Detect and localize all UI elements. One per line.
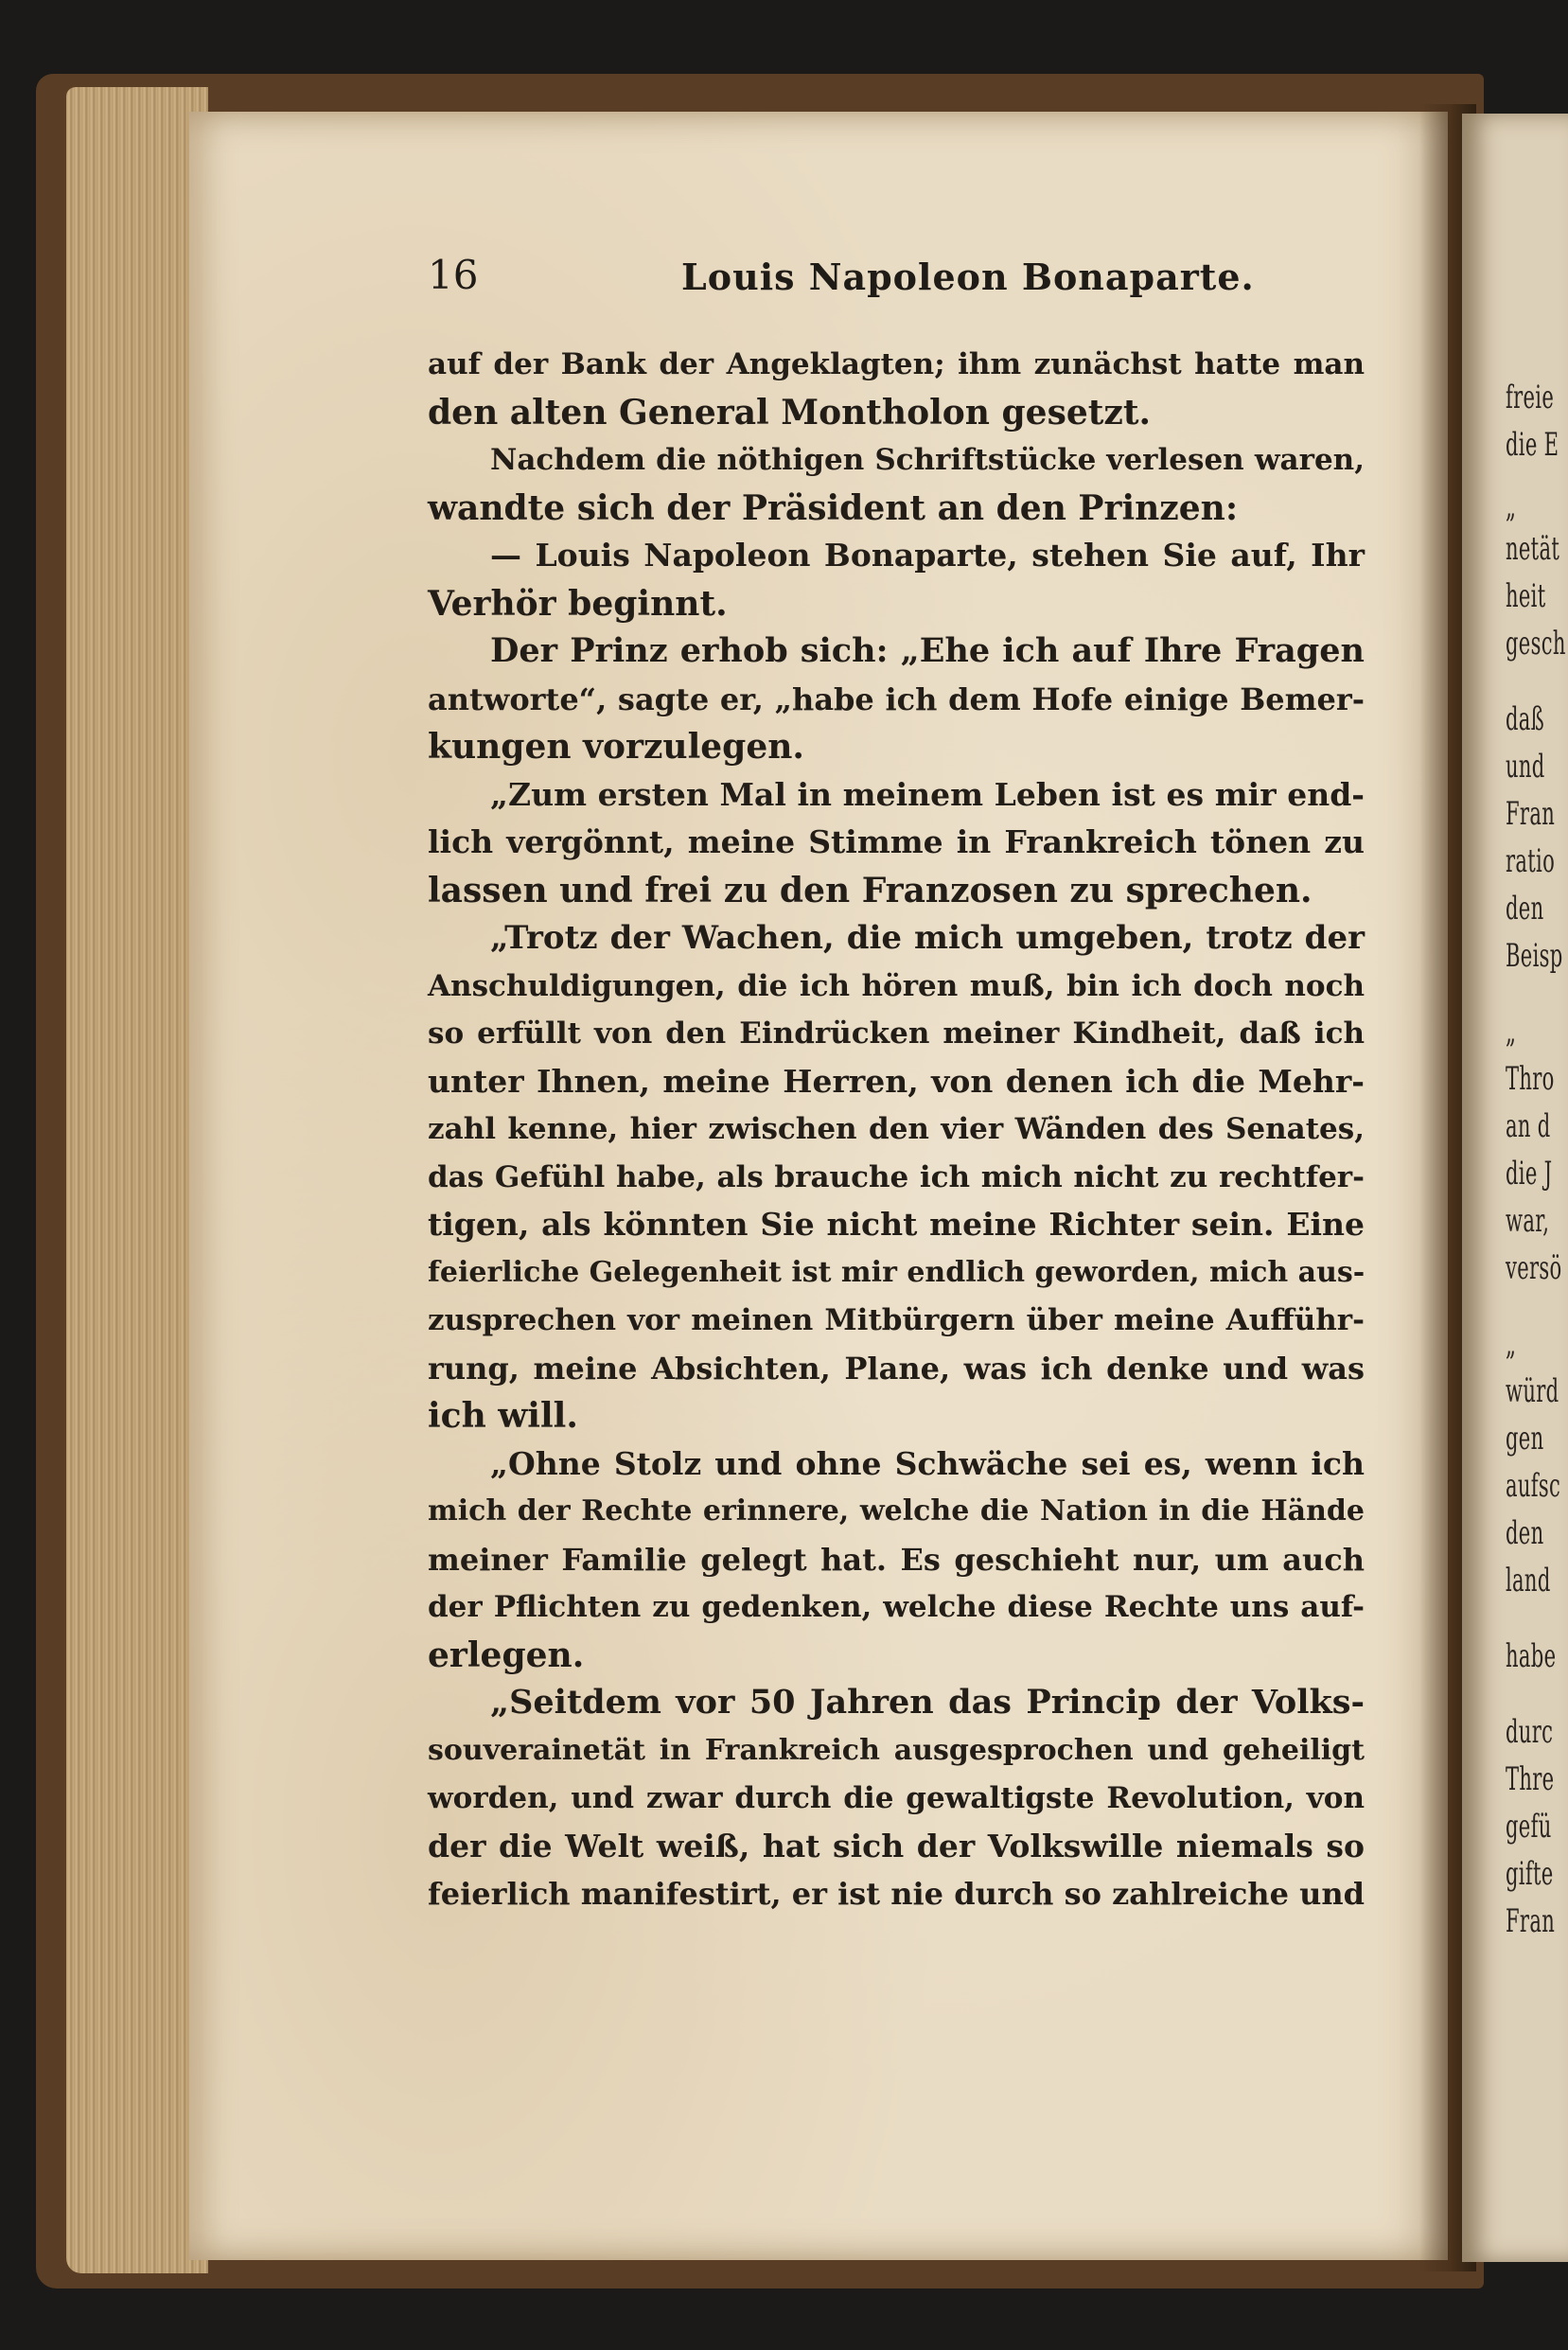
right-page-fragment: war, xyxy=(1506,1202,1550,1240)
right-page-fragment: Fran xyxy=(1506,795,1556,833)
text-line: lassen und frei zu den Franzosen zu sprechen. xyxy=(428,870,1313,910)
page-edges xyxy=(66,87,208,2273)
text-line: antworte“, sagte er, „habe ich dem Hofe einige Bemer- xyxy=(428,680,1365,717)
text-line: „Trotz der Wachen, die mich umgeben, trotz der xyxy=(490,919,1365,957)
right-page-fragment: „ xyxy=(1506,1013,1517,1051)
text-line: so erfüllt von den Eindrücken meiner Kindheit, daß ich xyxy=(428,1016,1365,1051)
text-line: worden, und zwar durch die gewaltigste Revolution, von xyxy=(428,1781,1365,1815)
text-line: souverainetät in Frankreich ausgesprochen und geheiligt xyxy=(428,1733,1365,1767)
text-line: der Pflichten zu gedenken, welche diese Rechte uns auf- xyxy=(428,1590,1365,1624)
text-line: das Gefühl habe, als brauche ich mich nicht zu rechtfer- xyxy=(428,1159,1365,1194)
right-page-fragment: land xyxy=(1506,1562,1551,1599)
right-page-fragment: würd xyxy=(1506,1372,1559,1410)
text-line: Der Prinz erhob sich: „Ehe ich auf Ihre Fragen xyxy=(490,631,1365,670)
text-line: „Ohne Stolz und ohne Schwäche sei es, wenn ich xyxy=(490,1444,1365,1482)
body-text xyxy=(428,341,1365,1918)
text-line: zusprechen vor meinen Mitbürgern über meine Aufführ- xyxy=(428,1303,1365,1337)
text-line: Verhör beginnt. xyxy=(428,583,728,624)
right-page-fragment: Thro xyxy=(1506,1060,1555,1098)
right-page-fragment: Beisp xyxy=(1506,937,1563,975)
text-line: lich vergönnt, meine Stimme in Frankreich tönen zu xyxy=(428,823,1365,860)
right-page-fragment: gesch xyxy=(1506,625,1566,663)
right-page-fragment: daß xyxy=(1506,700,1545,738)
right-page-fragment: und xyxy=(1506,748,1545,786)
text-line: unter Ihnen, meine Herren, von denen ich die Mehr- xyxy=(428,1062,1365,1100)
right-page-fragment: gefü xyxy=(1506,1808,1552,1846)
right-page-fragment: den xyxy=(1506,890,1544,928)
text-line: den alten General Montholon gesetzt. xyxy=(428,392,1151,433)
text-line: „Seitdem vor 50 Jahren das Princip der Volks- xyxy=(490,1683,1365,1722)
text-line: der die Welt weiß, hat sich der Volkswille niemals so xyxy=(428,1827,1365,1864)
right-page-fragment: „ xyxy=(1506,1325,1517,1363)
right-page-fragment: netät xyxy=(1506,530,1560,568)
right-page-fragment: habe xyxy=(1506,1637,1557,1675)
text-line: „Zum ersten Mal in meinem Leben ist es mir end- xyxy=(490,775,1365,813)
right-page-fragment: ratio xyxy=(1506,842,1556,880)
right-page-fragment: heit xyxy=(1506,577,1546,615)
text-line: Anschuldigungen, die ich hören muß, bin ich doch noch xyxy=(428,968,1365,1003)
text-line: ich will. xyxy=(428,1396,578,1436)
right-page-fragment: an d xyxy=(1506,1107,1551,1145)
right-page xyxy=(1462,114,1568,2262)
page-number: 16 xyxy=(428,252,479,298)
right-page-fragment: die E xyxy=(1506,426,1559,464)
text-line: tigen, als könnten Sie nicht meine Richter sein. Eine xyxy=(428,1206,1365,1243)
text-line: feierlich manifestirt, er ist nie durch so zahlreiche und xyxy=(428,1876,1365,1912)
text-line: kungen vorzulegen. xyxy=(428,727,804,767)
text-line: Nachdem die nöthigen Schriftstücke verlesen waren, xyxy=(490,443,1365,477)
running-head: Louis Napoleon Bonaparte. xyxy=(681,256,1255,298)
text-line: meiner Familie gelegt hat. Es geschieht nur, um auch xyxy=(428,1541,1365,1578)
text-line: erlegen. xyxy=(428,1634,585,1675)
right-page-fragment: die J xyxy=(1506,1155,1553,1193)
text-line: rung, meine Absichten, Plane, was ich denke und was xyxy=(428,1350,1365,1387)
text-line: zahl kenne, hier zwischen den vier Wänden des Senates, xyxy=(428,1112,1365,1146)
right-page-fragment: durc xyxy=(1506,1713,1554,1751)
right-page-fragment: gifte xyxy=(1506,1855,1554,1893)
right-page-fragment: „ xyxy=(1506,487,1517,525)
text-line: mich der Rechte erinnere, welche die Nation in die Hände xyxy=(428,1494,1365,1528)
text-line: auf der Bank der Angeklagten; ihm zunächst hatte man xyxy=(428,347,1365,381)
right-page-fragment: den xyxy=(1506,1514,1544,1552)
text-line: feierliche Gelegenheit ist mir endlich geworden, mich aus- xyxy=(428,1255,1365,1289)
text-line: — Louis Napoleon Bonaparte, stehen Sie auf, Ihr xyxy=(490,537,1365,574)
right-page-fragment: aufsc xyxy=(1506,1467,1561,1505)
right-page-fragment: versö xyxy=(1506,1249,1562,1287)
right-page-fragment: Fran xyxy=(1506,1902,1556,1940)
right-page-fragment: Thre xyxy=(1506,1760,1555,1798)
right-page-fragment: freie xyxy=(1506,379,1555,416)
right-page-fragment: gen xyxy=(1506,1420,1544,1458)
text-line: wandte sich der Präsident an den Prinzen: xyxy=(428,487,1239,528)
